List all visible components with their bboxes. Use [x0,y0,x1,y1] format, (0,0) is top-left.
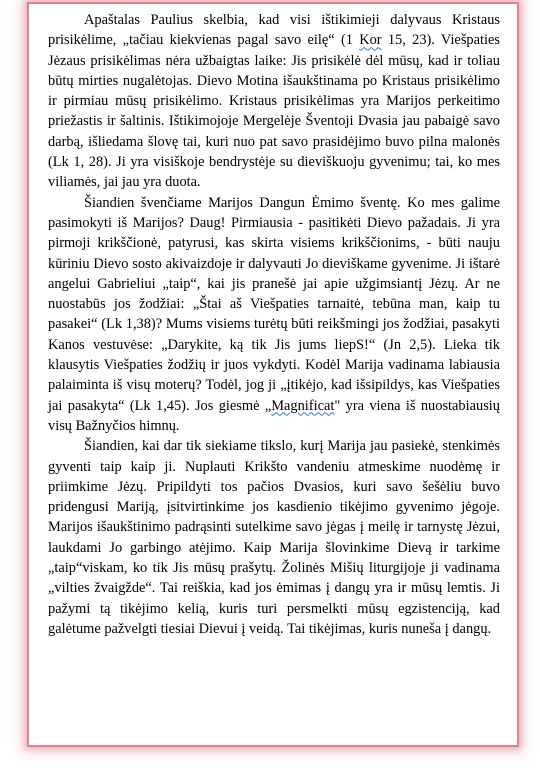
text-run: 15, 23). Viešpaties Jėzaus prisikėlimas nėra užbaigtas laike: Jis prisikėlė dėl mūsų, kad ir toliau būtų mirties nugalėtojas. Dievo Motina išaukštinama po Kristaus prisikėlimo ir pirmiau mūsų prisikėlimo. Kristaus prisikėlimas yra Marijos perkeitimo priežastis ir šaltinis. Ištikimojoje Mergelėje Šventoji Dvasia jau pabaigė savo darbą, išliedama šlovę tai, kuri nuo pat savo prasidėjimo buvo pilna malonės (Lk 1, 28). Ji yra visiškoje bendrystėje su dieviškuoju gyvenimu; tai, ko mes viliamės, jai jau yra duota. [48,32,500,191]
spellcheck-underlined-word: Kor [359,32,382,49]
text-run: Apaštalas Paulius skelbia, kad visi ištikimieji dalyvaus Kristaus prisikėlime, „tačiau kiekvienas pagal savo eilę“ (1 [48,12,500,49]
text-run: Šiandien švenčiame Marijos Dangun Ėmimo šventę. Ko mes galime pasimokyti iš Marijos? Daug! Pirmiausia - pasitikėti Dievo pažadais. Ji yra pirmoji krikščionė, patyrusi, kas skirta visiems krikščionims, - būti nauju kūriniu Dievo sosto akivaizdoje ir dalyvauti Jo dieviškame gyvenime. Ji ištarė angelui Gabrieliui „taip“, kai jis pranešė jai apie užgimsiantį Jėzų. Ar ne nuostabūs jos žodžiai: „Štai aš Viešpaties tarnaitė, tebūna man, kaip tu pasakei“ (Lk 1,38)? Mums visiems turėtų būti reikšmingi jos žodžiai, pasakyti Kanos vestuvėse: „Darykite, ką tik Jis jums liepS!“ (Jn 2,5). Lieka tik klausytis Viešpaties žodžių ir juos vykdyti. Kodėl Marija vadinama labiausia palaiminta iš visų moterų? Todėl, jog ji „įtikėjo, kad išsipildys, kas Viešpaties jai pasakyta“ (Lk 1,45). Jos giesmė „ [48,194,500,414]
paragraph-2 [48,193,500,437]
paragraph-3 [48,436,500,639]
text-run: Šiandien, kai dar tik siekiame tikslo, kurį Marija jau pasiekė, stenkimės gyventi taip kaip ji. Nuplauti Krikšto vandeniu atmeskime nuodėmę ir priimkime Jėzų. Pripildyti tos pačios Dvasios, kuri savo šešėliu buvo pridengusi Mariją, įsitvirtinkime jos kasdienio tikėjimo gyvenimo jėgoje. Marijos išaukštinimo padrąsinti sutelkime savo jėgas į meilę ir tarnystę Jėzui, laukdami Jo garbingo atėjimo. Kaip Marija šlovinkime Dievą ir tarkime „taip“viskam, ko tik Jis mūsų prašytų. Žolinės Mišių liturgijoje ji vadinama „vilties žvaigžde“. Tai reiškia, kad jos ėmimas į dangų yra ir mūsų lemtis. Ji pažymi tą tikėjimo kelią, kuris turi persmelkti mūsų egzistenciją, kad galėtume pažvelgti tiesiai Dievui į veidą. Tai tikėjimas, kuris nuneša į dangų. [48,438,500,637]
document-body [48,10,500,639]
paragraph-1 [48,10,500,193]
text-run: " yra viena iš nuostabiausių visų Bažnyčios himnų. [48,397,500,434]
spellcheck-underlined-word: Magnificat [271,397,335,414]
